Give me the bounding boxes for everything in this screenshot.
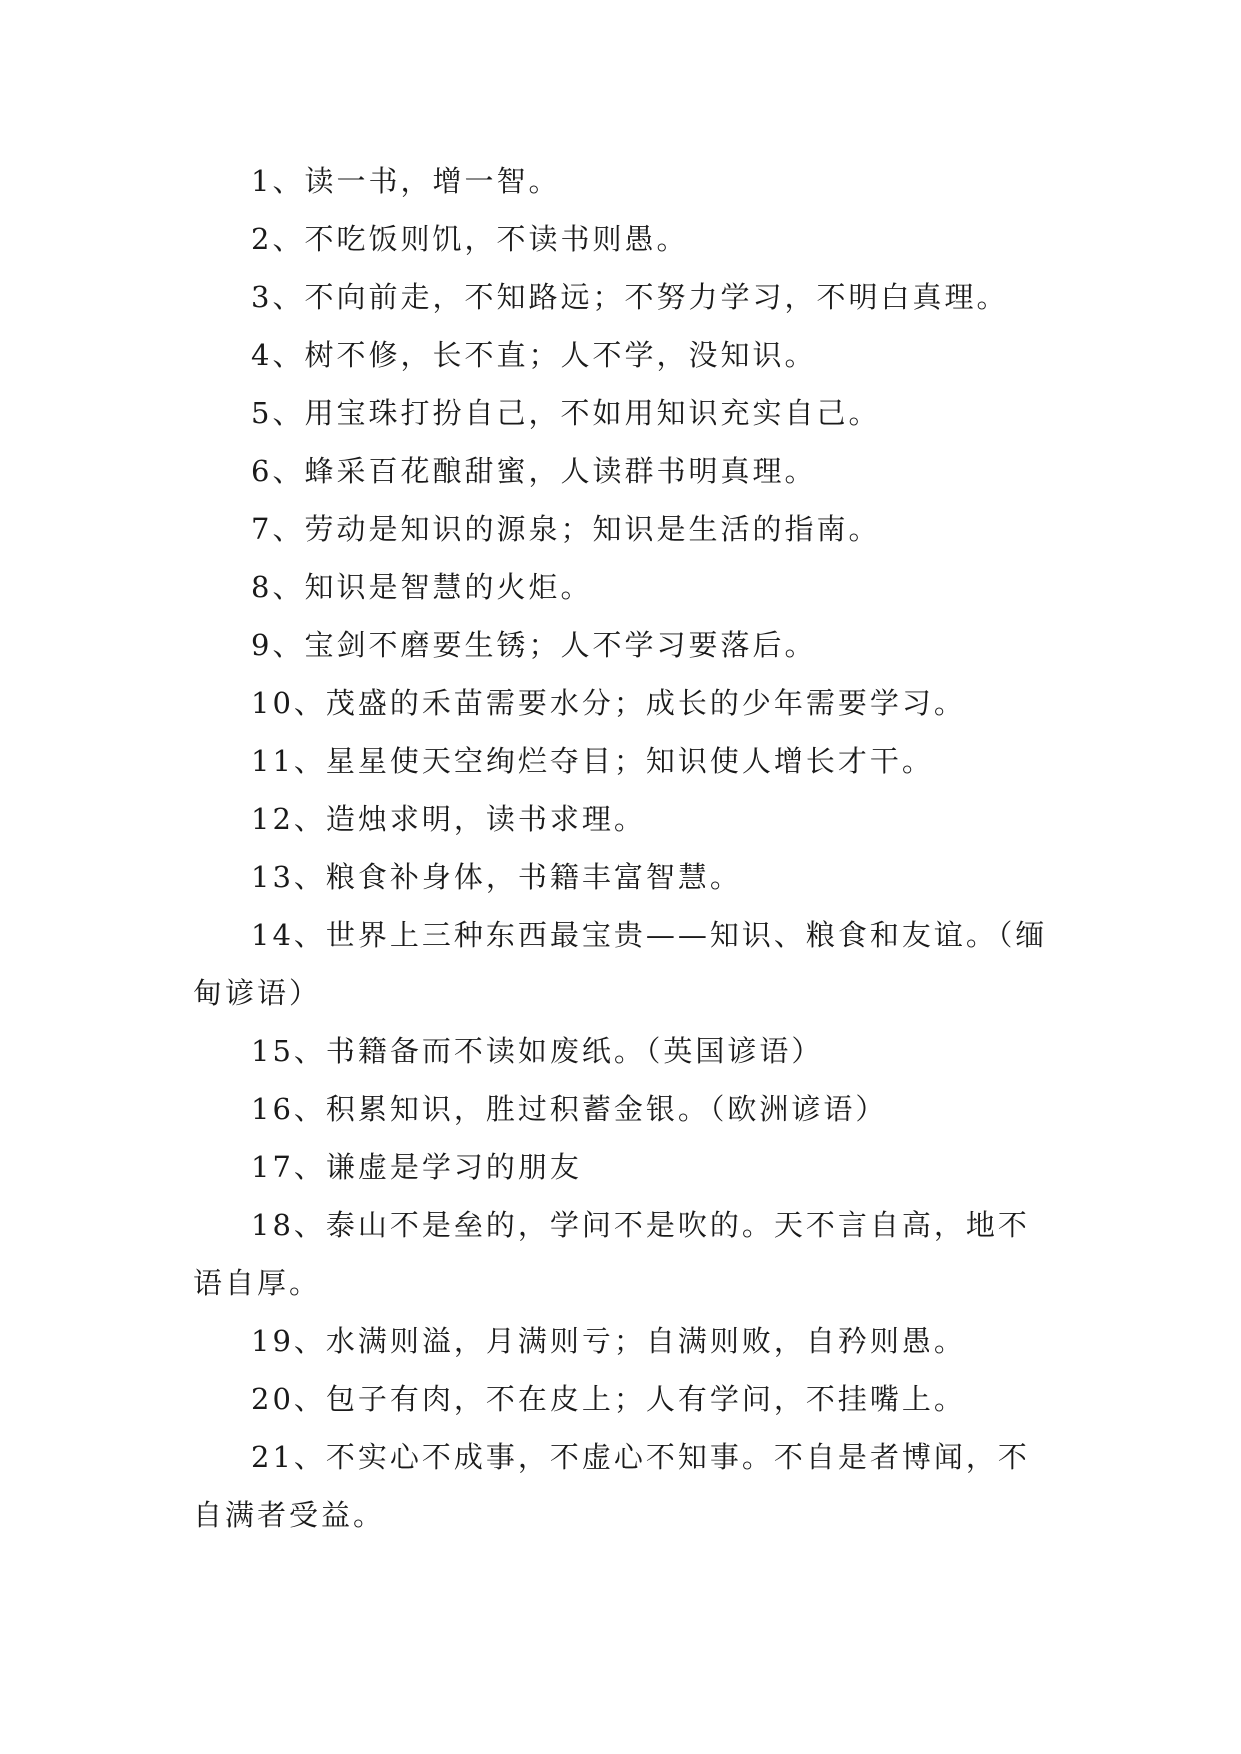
paragraph: 4、树不修，长不直；人不学，没知识。 [251,338,817,372]
paragraph: 2、不吃饭则饥，不读书则愚。 [251,222,689,256]
paragraph: 6、蜂采百花酿甜蜜，人读群书明真理。 [251,454,817,488]
paragraph: 7、劳动是知识的源泉；知识是生活的指南。 [251,512,881,546]
paragraph: 18、泰山不是垒的，学问不是吹的。天不言自高，地不语自厚。 [193,1208,1030,1300]
paragraph: 21、不实心不成事，不虚心不知事。不自是者博闻，不自满者受益。 [193,1440,1030,1532]
paragraph: 16、积累知识，胜过积蓄金银。（欧洲谚语） [251,1092,888,1126]
paragraph: 14、世界上三种东西最宝贵——知识、粮食和友谊。（缅甸谚语） [193,918,1048,1010]
paragraph: 8、知识是智慧的火炬。 [251,570,593,604]
paragraph: 9、宝剑不磨要生锈；人不学习要落后。 [251,628,817,662]
paragraph: 1、读一书，增一智。 [251,164,561,198]
paragraph: 3、不向前走，不知路远；不努力学习，不明白真理。 [251,280,1009,314]
paragraph: 15、书籍备而不读如废纸。（英国谚语） [251,1034,824,1068]
paragraph: 20、包子有肉，不在皮上；人有学问，不挂嘴上。 [251,1382,966,1416]
paragraph: 19、水满则溢，月满则亏；自满则败，自矜则愚。 [251,1324,966,1358]
paragraph: 12、造烛求明，读书求理。 [251,802,646,836]
paragraph: 11、星星使天空绚烂夺目；知识使人增长才干。 [251,744,934,778]
paragraph: 17、谦虚是学习的朋友 [251,1150,582,1184]
document-body [193,152,1058,1544]
paragraph: 5、用宝珠打扮自己，不如用知识充实自己。 [251,396,881,430]
paragraph: 10、茂盛的禾苗需要水分；成长的少年需要学习。 [251,686,966,720]
paragraph: 13、粮食补身体，书籍丰富智慧。 [251,860,742,894]
